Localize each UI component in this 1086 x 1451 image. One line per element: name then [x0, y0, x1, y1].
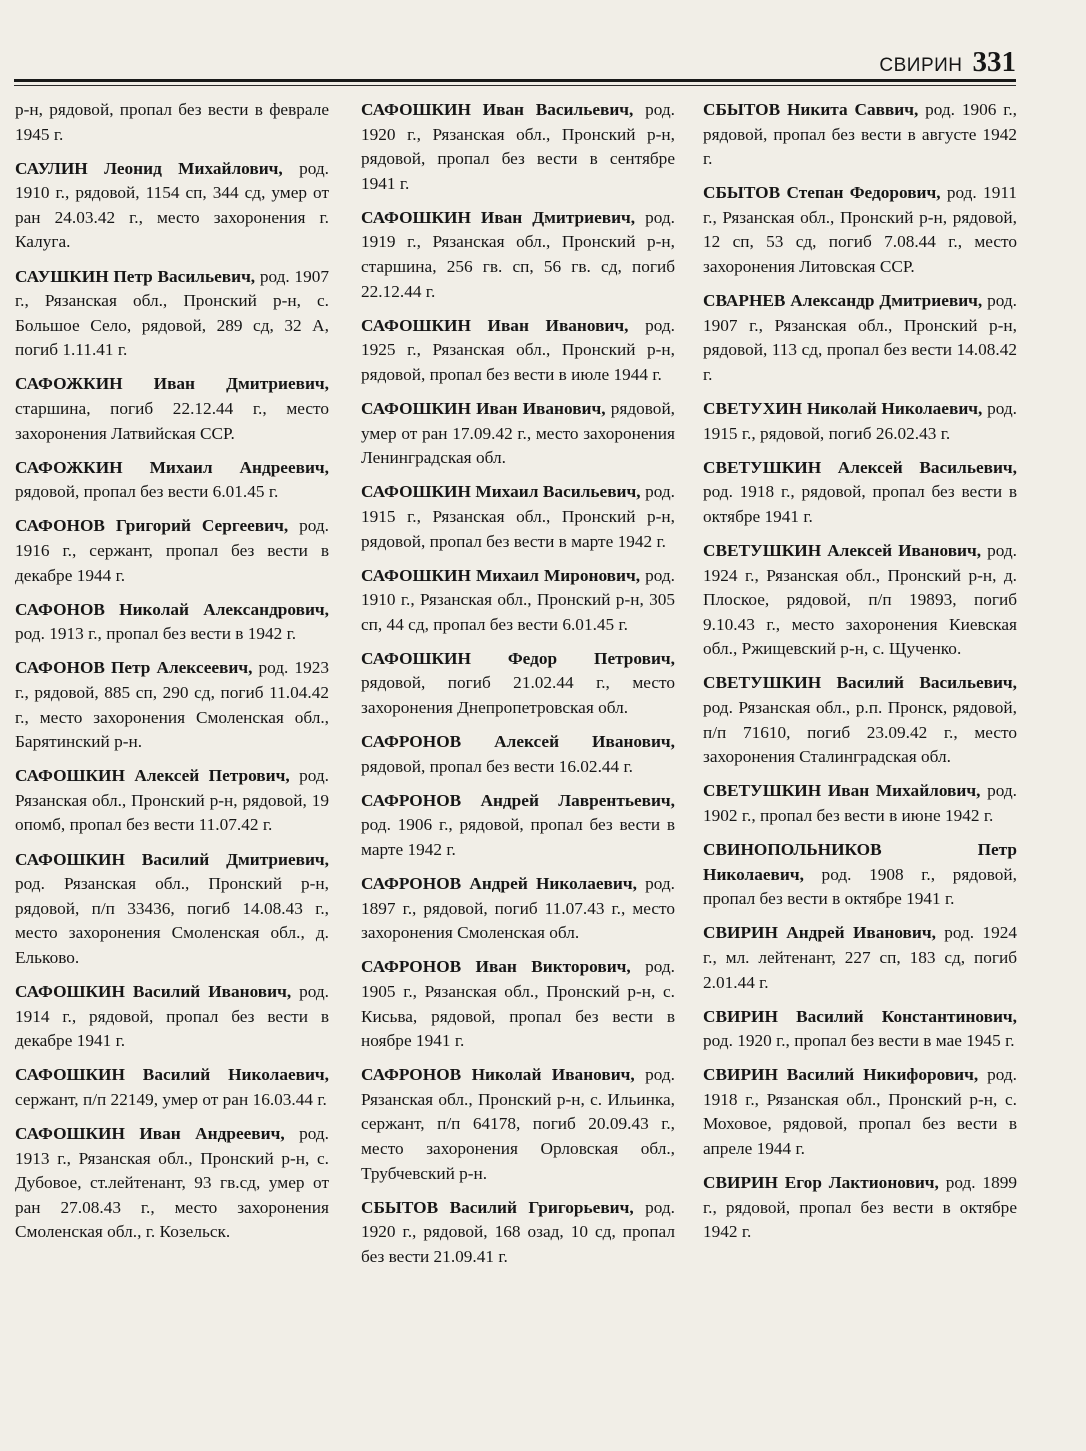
entry-given-names: Василий Иванович,: [132, 982, 292, 1001]
entry-given-names: Михаил Андреевич,: [149, 457, 329, 477]
entry-surname: САФОНОВ: [15, 516, 105, 536]
running-head-name: СВИРИН: [879, 55, 963, 76]
entry: [15, 456, 329, 505]
entry-given-names: Андрей Николаевич,: [469, 874, 637, 894]
entry: [703, 1171, 1017, 1245]
entry-details: род. Рязанская обл., р.п. Пронск, рядовой, п/п 71610, погиб 23.09.42 г., место захоронения Сталинградская обл.: [703, 698, 1017, 767]
entry-details: род. 1907 г., Рязанская обл., Пронский р-н, с. Большое Село, рядовой, 289 сд, 32 А, погиб 1.11.41 г.: [15, 266, 329, 360]
entry: [15, 656, 329, 754]
entry: [15, 265, 329, 363]
entry-surname: СВЕТУШКИН: [703, 673, 822, 693]
entry-details: род. 1911 г., Рязанская обл., Пронский р-н, рядовой, 12 сп, 53 сд, погиб 7.08.44 г., место захоронения Литовская ССР.: [703, 183, 1017, 277]
entry-surname: СБЫТОВ: [361, 1197, 439, 1217]
entry: [703, 1063, 1017, 1161]
entry-given-names: Василий Николаевич,: [142, 1065, 329, 1085]
entry-surname: СВИНОПОЛЬНИКОВ: [703, 840, 882, 860]
entry: [361, 397, 675, 471]
entry-surname: САФОШКИН: [361, 399, 471, 419]
entry-surname: САФРОНОВ: [361, 874, 462, 894]
entry: [361, 206, 675, 304]
entry-given-names: Иван Дмитриевич,: [153, 374, 329, 394]
entry-surname: СВАРНЕВ: [703, 291, 786, 311]
entry: [15, 98, 329, 147]
entry-surname: САУШКИН: [15, 266, 109, 286]
entry-surname: САФРОНОВ: [361, 732, 462, 752]
entry-details: род. 1913 г., Рязанская обл., Пронский р-н, с. Дубовое, ст.лейтенант, 93 гв.сд, умер от ран 27.08.43 г., место захоронения Смоленская обл., г. Козельск.: [15, 1123, 329, 1242]
entry: [361, 314, 675, 388]
entry-details: род. 1910 г., рядовой, 1154 сп, 344 сд, умер от ран 24.03.42 г., место захоронения г. Калуга.: [15, 158, 329, 252]
entry-given-names: Иван Иванович,: [487, 315, 629, 335]
entry-details: род. 1924 г., Рязанская обл., Пронский р-н, д. Плоское, рядовой, п/п 19893, погиб 9.10.43 г., место захоронения Киевская обл., Ржищевский р-н, с. Щученко.: [703, 541, 1017, 659]
page-number: 331: [972, 46, 1016, 78]
entry-surname: СВЕТУХИН: [703, 399, 803, 419]
entry-given-names: Иван Андреевич,: [139, 1123, 285, 1143]
entry-given-names: Федор Петрович,: [507, 648, 675, 668]
entry-details: род. 1920 г., рядовой, 168 озад, 10 сд, пропал без вести 21.09.41 г.: [361, 1197, 675, 1266]
entry-details: род. 1920 г., пропал без вести в мае 1945 г.: [703, 1031, 1015, 1051]
entry-given-names: Иван Викторович,: [475, 957, 631, 977]
entry-surname: САФОШКИН: [361, 482, 471, 502]
entry-details: род. 1907 г., Рязанская обл., Пронский р-н, рядовой, 113 сд, пропал без вести 14.08.42 г.: [703, 291, 1017, 384]
header-rule-thin: [14, 85, 1016, 86]
entry-surname: СБЫТОВ: [703, 183, 781, 203]
entry-details: род. 1906 г., рядовой, пропал без вести в августе 1942 г.: [703, 100, 1017, 169]
entry-details: род. 1919 г., Рязанская обл., Пронский р-н, старшина, 256 гв. сп, 56 гв. сд, погиб 22.12.44 г.: [361, 207, 675, 301]
running-head: [879, 46, 1016, 79]
entry: [361, 647, 675, 721]
entry-surname: САФОШКИН: [15, 849, 125, 869]
entry-given-names: Алексей Петрович,: [134, 766, 290, 786]
entry-details: род. 1897 г., рядовой, погиб 11.07.43 г., место захоронения Смоленская обл.: [361, 874, 675, 943]
entry-surname: САФОШКИН: [361, 207, 471, 227]
entry-details: род. 1906 г., рядовой, пропал без вести в марте 1942 г.: [361, 815, 675, 860]
entry-details: род. 1902 г., пропал без вести в июне 1942 г.: [703, 781, 1018, 825]
entry-given-names: Андрей Иванович,: [786, 923, 936, 943]
entry-given-names: Михаил Васильевич,: [475, 482, 641, 502]
entry-details: рядовой, умер от ран 17.09.42 г., место захоронения Ленинградская обл.: [361, 399, 676, 468]
entry-given-names: Михаил Миронович,: [475, 565, 641, 585]
entry-given-names: Василий Дмитриевич,: [141, 849, 329, 869]
entry-surname: САФРОНОВ: [361, 790, 462, 810]
entry: [361, 955, 675, 1053]
entry-surname: СВИРИН: [703, 923, 778, 943]
column-2: [361, 98, 675, 1279]
entry: [361, 480, 675, 554]
entry-details: род. 1914 г., рядовой, пропал без вести в декабре 1941 г.: [15, 982, 330, 1051]
entry: [15, 157, 329, 255]
entry: [15, 1122, 329, 1245]
entry-given-names: Андрей Лаврентьевич,: [480, 790, 675, 810]
column-1: [15, 98, 329, 1254]
entry: [15, 372, 329, 446]
entry-given-names: Никита Саввич,: [786, 100, 919, 119]
entry-surname: СВИРИН: [703, 1173, 778, 1193]
entry-given-names: Николай Иванович,: [471, 1065, 635, 1085]
entry-given-names: Петр Николаевич,: [703, 840, 1017, 884]
entry: [703, 838, 1017, 912]
entry-given-names: Петр Васильевич,: [113, 266, 256, 286]
entry: [361, 98, 675, 196]
entry-details: род. 1913 г., пропал без вести в 1942 г.: [15, 624, 297, 644]
entry-details: род. 1923 г., рядовой, 885 сп, 290 сд, погиб 11.04.42 г., место захоронения Смоленская обл., Барятинский р-н.: [15, 658, 329, 752]
entry-given-names: Алексей Иванович,: [827, 541, 982, 560]
entry-surname: САФОНОВ: [15, 658, 105, 678]
entry: [703, 397, 1017, 446]
entry-details: род. 1916 г., сержант, пропал без вести в декабре 1944 г.: [15, 516, 329, 585]
entry-given-names: Василий Никифорович,: [786, 1065, 979, 1085]
entry-given-names: Иван Михайлович,: [827, 781, 981, 801]
entry-given-names: Егор Лактионович,: [784, 1173, 939, 1193]
entry: [703, 181, 1017, 279]
entry-surname: САУЛИН: [15, 158, 88, 178]
entry-surname: САФОЖКИН: [15, 457, 123, 477]
entry-details: род. Рязанская обл., Пронский р-н, рядовой, 19 опомб, пропал без вести 11.07.42 г.: [15, 766, 329, 835]
entry-surname: САФОШКИН: [361, 565, 471, 585]
entry-details: сержант, п/п 22149, умер от ран 16.03.44 г.: [15, 1089, 327, 1109]
entry: [703, 289, 1017, 387]
entry: [15, 514, 329, 588]
entry-surname: САФОНОВ: [15, 599, 105, 619]
entry-given-names: Василий Константинович,: [796, 1006, 1017, 1026]
entry-details: род. Рязанская обл., Пронский р-н, рядовой, п/п 33436, погиб 14.08.43 г., место захоронения Смоленская обл., д. Ельково.: [15, 874, 329, 967]
entry-surname: САФОШКИН: [15, 766, 125, 786]
entry: [361, 564, 675, 638]
entry: [361, 730, 675, 779]
entry: [15, 598, 329, 647]
entry-given-names: Иван Иванович,: [476, 399, 606, 419]
entry-surname: САФОШКИН: [15, 1065, 125, 1085]
entry-details: род. Рязанская обл., Пронский р-н, с. Ильинка, сержант, п/п 64178, погиб 20.09.43 г., место захоронения Орловская обл., Трубчевский р-н.: [361, 1065, 676, 1183]
entry-details: род. 1924 г., мл. лейтенант, 227 сп, 183 сд, погиб 2.01.44 г.: [703, 923, 1017, 992]
entry-surname: СВЕТУШКИН: [703, 457, 822, 477]
entry: [15, 764, 329, 838]
entry-surname: САФРОНОВ: [361, 1065, 462, 1085]
entry: [15, 848, 329, 971]
entry-given-names: Григорий Сергеевич,: [115, 516, 289, 536]
entry-surname: СБЫТОВ: [703, 100, 781, 119]
entry-given-names: Николай Николаевич,: [806, 399, 983, 419]
page-header: [14, 46, 1016, 86]
column-3: [703, 98, 1017, 1254]
entry-surname: СВЕТУШКИН: [703, 541, 822, 560]
entry-given-names: Николай Александрович,: [119, 599, 329, 619]
entry-details: старшина, погиб 22.12.44 г., место захоронения Латвийская ССР.: [15, 399, 329, 443]
entry-details: род. 1915 г., рядовой, погиб 26.02.43 г.: [703, 399, 1017, 443]
entry-surname: САФОЖКИН: [15, 374, 123, 394]
entry-given-names: Иван Васильевич,: [482, 100, 634, 119]
entry: [703, 98, 1017, 172]
entry-surname: САФОШКИН: [361, 648, 471, 668]
entry-given-names: Леонид Михайлович,: [104, 158, 283, 178]
entry-given-names: Петр Алексеевич,: [110, 658, 253, 678]
entry: [703, 671, 1017, 769]
entry: [703, 779, 1017, 828]
entry-details: р-н, рядовой, пропал без вести в феврале 1945 г.: [15, 100, 329, 144]
entry: [703, 539, 1017, 662]
entry: [361, 1196, 675, 1270]
entry: [703, 456, 1017, 530]
entry: [361, 789, 675, 863]
entry-surname: СВИРИН: [703, 1006, 778, 1026]
entry-surname: САФОШКИН: [15, 982, 125, 1001]
entry-details: рядовой, пропал без вести 6.01.45 г.: [15, 482, 279, 502]
entry-given-names: Иван Дмитриевич,: [480, 207, 636, 227]
entry-given-names: Алексей Иванович,: [494, 732, 675, 752]
entry-details: род. 1918 г., Рязанская обл., Пронский р-н, с. Моховое, рядовой, пропал без вести в апреле 1944 г.: [703, 1065, 1017, 1159]
entry: [703, 1005, 1017, 1054]
entry-details: род. 1908 г., рядовой, пропал без вести в октябре 1941 г.: [703, 864, 1017, 909]
entry-given-names: Василий Васильевич,: [836, 673, 1017, 693]
entry-details: рядовой, пропал без вести 16.02.44 г.: [361, 756, 633, 776]
entry-details: род. 1925 г., Рязанская обл., Пронский р-н, рядовой, пропал без вести в июле 1944 г.: [361, 315, 675, 384]
entry-details: род. 1915 г., Рязанская обл., Пронский р-н, рядовой, пропал без вести в марте 1942 г.: [361, 482, 675, 551]
entry-surname: СВЕТУШКИН: [703, 781, 822, 801]
entry-surname: САФОШКИН: [361, 100, 471, 119]
header-rule-thick: [14, 79, 1016, 82]
entry-details: род. 1920 г., Рязанская обл., Пронский р-н, рядовой, пропал без вести в сентябре 1941 г.: [361, 100, 675, 193]
entry: [15, 1063, 329, 1112]
entry-given-names: Степан Федорович,: [786, 183, 941, 203]
entry-details: род. 1899 г., рядовой, пропал без вести в октябре 1942 г.: [703, 1173, 1017, 1242]
entry: [15, 980, 329, 1054]
entry-given-names: Василий Григорьевич,: [449, 1197, 634, 1217]
entry-surname: САФРОНОВ: [361, 957, 462, 977]
entry-details: рядовой, погиб 21.02.44 г., место захоронения Днепропетровская обл.: [361, 673, 675, 718]
entry-surname: САФОШКИН: [361, 315, 471, 335]
entry-details: род. 1918 г., рядовой, пропал без вести в октябре 1941 г.: [703, 482, 1017, 526]
entry-surname: САФОШКИН: [15, 1123, 125, 1143]
entry: [361, 872, 675, 946]
entry: [703, 921, 1017, 995]
entry-details: род. 1905 г., Рязанская обл., Пронский р-н, с. Кисьва, рядовой, пропал без вести в ноябре 1941 г.: [361, 957, 675, 1051]
entry: [361, 1063, 675, 1186]
entry-given-names: Алексей Васильевич,: [837, 457, 1017, 477]
entry-surname: СВИРИН: [703, 1065, 778, 1085]
entry-details: род. 1910 г., Рязанская обл., Пронский р-н, 305 сп, 44 сд, пропал без вести 6.01.45 г.: [361, 565, 676, 634]
entry-given-names: Александр Дмитриевич,: [790, 291, 983, 311]
